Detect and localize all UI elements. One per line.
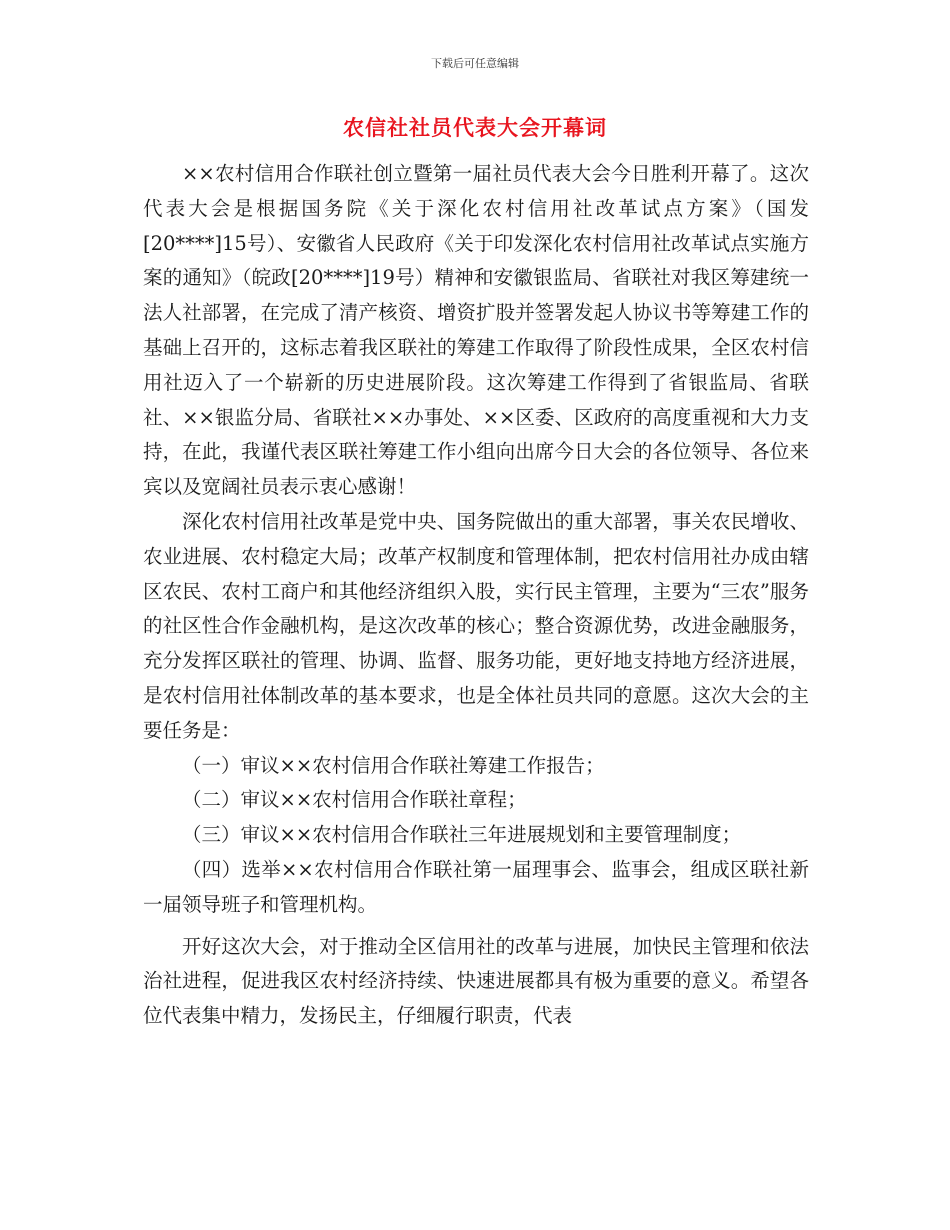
paragraph-closing: 开好这次大会，对于推动全区信用社的改革与进展，加快民主管理和依法治社进程，促进我区农村经济持续、快速进展都具有极为重要的意义。希望各位代表集中精力，发扬民主，仔细履行职责，代表: [143, 934, 809, 1028]
list-item-task-1: （一）审议××农村信用合作联社筹建工作报告；: [182, 753, 605, 777]
paragraph-reform: 深化农村信用社改革是党中央、国务院做出的重大部署，事关农民增收、农业进展、农村稳定大局；改革产权制度和管理体制，把农村信用社办成由辖区农民、农村工商户和其他经济组织入股，实行民主管理，主要为“三农”服务的社区性合作金融机构，是这次改革的核心；整合资源优势，改进金融服务，充分发挥区联社的管理、协调、监督、服务功能，更好地支持地方经济进展，是农村信用社体制改革的基本要求，也是全体社员共同的意愿。这次大会的主要任务是：: [143, 509, 809, 742]
list-item-task-4: （四）选举××农村信用合作联社第一届理事会、监事会，组成区联社新一届领导班子和管理机构。: [143, 857, 809, 916]
paragraph-opening: ××农村信用合作联社创立暨第一届社员代表大会今日胜利开幕了。这次代表大会是根据国务院《关于深化农村信用社改革试点方案》（国发[20****]15号）、安徽省人民政府《关于印发深化农村信用社改革试点实施方案的通知》（皖政[20****]19号）精神和安徽银监局、省联社对我区筹建统一法人社部署，在完成了清产核资、增资扩股并签署发起人协议书等筹建工作的基础上召开的，这标志着我区联社的筹建工作取得了阶段性成果，全区农村信用社迈入了一个崭新的历史进展阶段。这次筹建工作得到了省银监局、省联社、××银监分局、省联社××办事处、××区委、区政府的高度重视和大力支持，在此，我谨代表区联社筹建工作小组向出席今日大会的各位领导、各位来宾以及宽阔社员表示衷心感谢！: [143, 162, 809, 499]
document-body: [143, 157, 809, 1034]
list-item-task-3: （三）审议××农村信用合作联社三年进展规划和主要管理制度；: [182, 823, 742, 847]
document-title: 农信社社员代表大会开幕词: [343, 116, 607, 140]
header-note: 下载后可任意编辑: [431, 57, 519, 70]
list-item-task-2: （二）审议××农村信用合作联社章程；: [182, 788, 527, 812]
